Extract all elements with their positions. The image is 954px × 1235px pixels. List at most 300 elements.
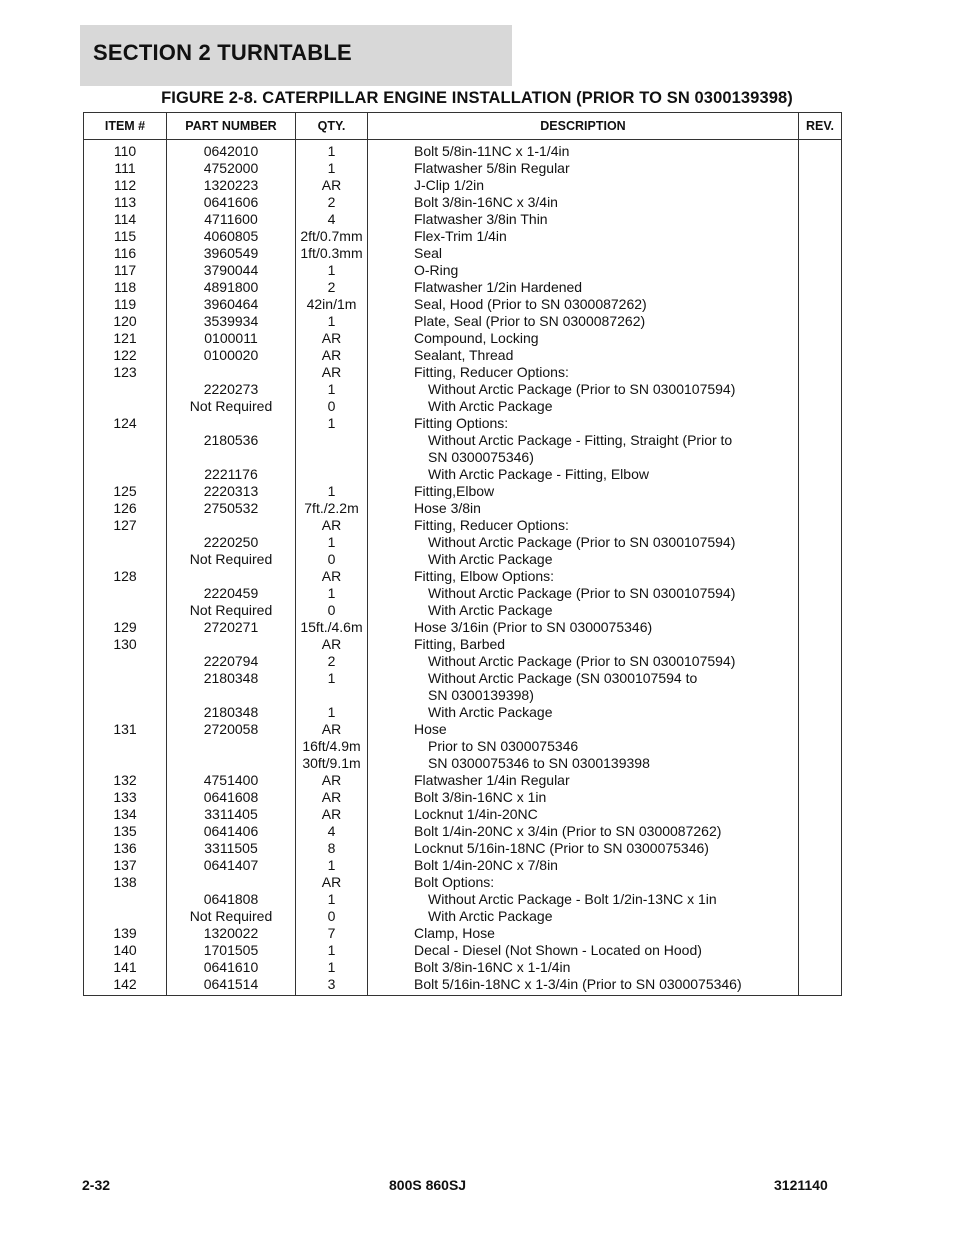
description-cell [368, 602, 799, 619]
rev-cell [799, 806, 842, 823]
qty-cell: 15ft./4.6m [296, 619, 368, 636]
part-number-cell [167, 517, 296, 534]
item-number-cell: 127 [84, 517, 167, 534]
description-line: Compound, Locking [414, 330, 539, 346]
rev-cell [799, 517, 842, 534]
qty-cell: 2 [296, 194, 368, 211]
qty-cell: 2ft/0.7mm [296, 228, 368, 245]
description-line: Without Arctic Package (SN 0300107594 to [428, 670, 698, 686]
rev-cell [799, 857, 842, 874]
description-cell [368, 500, 799, 517]
table-row [84, 602, 842, 619]
description-cell [368, 330, 799, 347]
qty-cell: AR [296, 347, 368, 364]
description-line: With Arctic Package [428, 908, 553, 924]
item-number-cell: 135 [84, 823, 167, 840]
table-row [84, 364, 842, 381]
part-number-cell: 4711600 [167, 211, 296, 228]
qty-cell: 1 [296, 483, 368, 500]
part-number-cell: 2180348 [167, 670, 296, 704]
description-line: SN 0300075346) [428, 449, 534, 465]
qty-cell: AR [296, 177, 368, 194]
qty-cell: 0 [296, 551, 368, 568]
table-row [84, 636, 842, 653]
rev-cell [799, 653, 842, 670]
table-row [84, 891, 842, 908]
table-row [84, 194, 842, 211]
qty-cell: 16ft/4.9m [296, 738, 368, 755]
part-number-cell: 0641514 [167, 976, 296, 996]
part-number-cell: 4060805 [167, 228, 296, 245]
description-line: Locknut 5/16in-18NC (Prior to SN 0300075346) [414, 840, 709, 856]
part-number-cell [167, 636, 296, 653]
qty-cell: 1 [296, 415, 368, 432]
table-row [84, 806, 842, 823]
table-row [84, 500, 842, 517]
qty-cell: 1 [296, 891, 368, 908]
rev-cell [799, 228, 842, 245]
qty-cell: AR [296, 568, 368, 585]
rev-cell [799, 415, 842, 432]
qty-cell: 30ft/9.1m [296, 755, 368, 772]
description-cell [368, 415, 799, 432]
item-number-cell: 132 [84, 772, 167, 789]
part-number-cell: 4751400 [167, 772, 296, 789]
description-line: With Arctic Package [428, 602, 553, 618]
description-line: O-Ring [414, 262, 459, 278]
description-line: Hose [414, 721, 447, 737]
part-number-cell: 1320022 [167, 925, 296, 942]
table-row [84, 279, 842, 296]
part-number-cell: Not Required [167, 398, 296, 415]
description-cell [368, 194, 799, 211]
part-number-cell: 0641407 [167, 857, 296, 874]
qty-cell: 1 [296, 160, 368, 177]
description-line: Without Arctic Package (Prior to SN 0300107594) [428, 585, 736, 601]
description-cell [368, 823, 799, 840]
table-row [84, 959, 842, 976]
qty-cell: 4 [296, 211, 368, 228]
description-cell [368, 551, 799, 568]
description-line: Clamp, Hose [414, 925, 495, 941]
description-cell [368, 806, 799, 823]
rev-cell [799, 534, 842, 551]
description-cell [368, 517, 799, 534]
part-number-cell: 1701505 [167, 942, 296, 959]
column-header-part-number: PART NUMBER [167, 113, 296, 140]
qty-cell: AR [296, 789, 368, 806]
description-cell [368, 381, 799, 398]
table-row [84, 619, 842, 636]
description-cell [368, 908, 799, 925]
item-number-cell [84, 908, 167, 925]
part-number-cell: 0642010 [167, 140, 296, 161]
description-cell [368, 840, 799, 857]
part-number-cell: Not Required [167, 908, 296, 925]
footer-doc-number: 3121140 [774, 1177, 828, 1193]
section-header [80, 25, 512, 86]
part-number-cell: 2750532 [167, 500, 296, 517]
part-number-cell [167, 568, 296, 585]
part-number-cell: Not Required [167, 551, 296, 568]
rev-cell [799, 704, 842, 721]
description-cell [368, 245, 799, 262]
item-number-cell: 120 [84, 313, 167, 330]
description-line: Flatwasher 3/8in Thin [414, 211, 548, 227]
item-number-cell: 137 [84, 857, 167, 874]
qty-cell: 1 [296, 857, 368, 874]
part-number-cell: 3311405 [167, 806, 296, 823]
description-cell [368, 721, 799, 738]
column-header-rev: REV. [799, 113, 842, 140]
description-cell [368, 534, 799, 551]
table-row [84, 976, 842, 996]
description-line: Decal - Diesel (Not Shown - Located on Hood) [414, 942, 702, 958]
description-cell [368, 398, 799, 415]
table-row [84, 670, 842, 704]
item-number-cell: 117 [84, 262, 167, 279]
item-number-cell: 115 [84, 228, 167, 245]
item-number-cell: 112 [84, 177, 167, 194]
qty-cell: 1 [296, 140, 368, 161]
rev-cell [799, 874, 842, 891]
description-line: With Arctic Package [428, 704, 553, 720]
qty-cell: 1 [296, 959, 368, 976]
rev-cell [799, 432, 842, 466]
description-line: With Arctic Package [428, 551, 553, 567]
description-cell [368, 942, 799, 959]
description-line: Bolt 3/8in-16NC x 3/4in [414, 194, 558, 210]
rev-cell [799, 500, 842, 517]
description-line: SN 0300139398) [428, 687, 534, 703]
part-number-cell: 2720058 [167, 721, 296, 738]
item-number-cell: 133 [84, 789, 167, 806]
description-cell [368, 670, 799, 704]
column-header-qty: QTY. [296, 113, 368, 140]
rev-cell [799, 772, 842, 789]
description-line: SN 0300075346 to SN 0300139398 [428, 755, 650, 771]
item-number-cell: 121 [84, 330, 167, 347]
qty-cell: 0 [296, 602, 368, 619]
rev-cell [799, 925, 842, 942]
table-row [84, 245, 842, 262]
rev-cell [799, 840, 842, 857]
table-row [84, 160, 842, 177]
rev-cell [799, 619, 842, 636]
description-line: Fitting, Barbed [414, 636, 506, 652]
parts-table-body [84, 140, 842, 996]
description-line: Sealant, Thread [414, 347, 514, 363]
table-row [84, 908, 842, 925]
description-line: Hose 3/16in (Prior to SN 0300075346) [414, 619, 653, 635]
qty-cell: 2 [296, 279, 368, 296]
rev-cell [799, 755, 842, 772]
description-cell [368, 347, 799, 364]
description-line: Bolt 5/16in-18NC x 1-3/4in (Prior to SN 0300075346) [414, 976, 742, 992]
description-cell [368, 296, 799, 313]
item-number-cell: 113 [84, 194, 167, 211]
part-number-cell: 0641406 [167, 823, 296, 840]
item-number-cell [84, 738, 167, 755]
table-row [84, 568, 842, 585]
part-number-cell [167, 738, 296, 755]
description-line: J-Clip 1/2in [414, 177, 485, 193]
rev-cell [799, 789, 842, 806]
qty-cell: 7 [296, 925, 368, 942]
item-number-cell [84, 704, 167, 721]
qty-cell: 1ft/0.3mm [296, 245, 368, 262]
description-line: Bolt 1/4in-20NC x 3/4in (Prior to SN 0300087262) [414, 823, 722, 839]
description-cell [368, 925, 799, 942]
item-number-cell [84, 891, 167, 908]
item-number-cell [84, 381, 167, 398]
description-cell [368, 432, 799, 466]
item-number-cell: 114 [84, 211, 167, 228]
table-row [84, 874, 842, 891]
qty-cell: 1 [296, 670, 368, 704]
table-row [84, 721, 842, 738]
qty-cell: AR [296, 636, 368, 653]
description-cell [368, 140, 799, 161]
rev-cell [799, 296, 842, 313]
description-cell [368, 160, 799, 177]
part-number-cell: 4752000 [167, 160, 296, 177]
rev-cell [799, 160, 842, 177]
qty-cell: AR [296, 330, 368, 347]
item-number-cell: 131 [84, 721, 167, 738]
qty-cell: 1 [296, 704, 368, 721]
rev-cell [799, 194, 842, 211]
rev-cell [799, 585, 842, 602]
part-number-cell: 0100020 [167, 347, 296, 364]
description-cell [368, 211, 799, 228]
item-number-cell: 140 [84, 942, 167, 959]
table-row [84, 177, 842, 194]
description-line: Fitting,Elbow [414, 483, 495, 499]
table-row [84, 738, 842, 755]
description-cell [368, 959, 799, 976]
description-cell [368, 857, 799, 874]
table-row [84, 925, 842, 942]
description-cell [368, 585, 799, 602]
description-cell [368, 279, 799, 296]
description-line: Locknut 1/4in-20NC [414, 806, 538, 822]
qty-cell: 1 [296, 942, 368, 959]
description-cell [368, 891, 799, 908]
rev-cell [799, 364, 842, 381]
part-number-cell: 2220459 [167, 585, 296, 602]
rev-cell [799, 279, 842, 296]
table-row [84, 840, 842, 857]
description-cell [368, 619, 799, 636]
table-row [84, 330, 842, 347]
qty-cell: AR [296, 772, 368, 789]
part-number-cell [167, 415, 296, 432]
item-number-cell: 139 [84, 925, 167, 942]
description-line: With Arctic Package - Fitting, Elbow [428, 466, 649, 482]
rev-cell [799, 568, 842, 585]
qty-cell: 2 [296, 653, 368, 670]
item-number-cell: 142 [84, 976, 167, 996]
table-row [84, 381, 842, 398]
item-number-cell: 130 [84, 636, 167, 653]
description-cell [368, 738, 799, 755]
rev-cell [799, 347, 842, 364]
description-cell [368, 772, 799, 789]
rev-cell [799, 670, 842, 704]
description-cell [368, 466, 799, 483]
qty-cell [296, 432, 368, 466]
item-number-cell [84, 585, 167, 602]
part-number-cell: 0641608 [167, 789, 296, 806]
description-line: Without Arctic Package (Prior to SN 0300107594) [428, 653, 736, 669]
rev-cell [799, 551, 842, 568]
table-row [84, 398, 842, 415]
rev-cell [799, 330, 842, 347]
description-line: Bolt Options: [414, 874, 495, 890]
rev-cell [799, 636, 842, 653]
footer-model: 800S 860SJ [389, 1177, 467, 1193]
item-number-cell: 128 [84, 568, 167, 585]
description-line: Bolt 3/8in-16NC x 1in [414, 789, 547, 805]
part-number-cell: 3960464 [167, 296, 296, 313]
rev-cell [799, 211, 842, 228]
rev-cell [799, 823, 842, 840]
description-line: Bolt 5/8in-11NC x 1-1/4in [414, 143, 570, 159]
qty-cell: AR [296, 721, 368, 738]
table-row [84, 432, 842, 466]
description-cell [368, 228, 799, 245]
item-number-cell: 134 [84, 806, 167, 823]
rev-cell [799, 738, 842, 755]
rev-cell [799, 398, 842, 415]
description-cell [368, 636, 799, 653]
item-number-cell [84, 755, 167, 772]
part-number-cell [167, 364, 296, 381]
qty-cell: 8 [296, 840, 368, 857]
item-number-cell: 136 [84, 840, 167, 857]
rev-cell [799, 976, 842, 996]
part-number-cell: 2220313 [167, 483, 296, 500]
description-line: Bolt 3/8in-16NC x 1-1/4in [414, 959, 571, 975]
part-number-cell: Not Required [167, 602, 296, 619]
item-number-cell: 118 [84, 279, 167, 296]
description-line: Seal, Hood (Prior to SN 0300087262) [414, 296, 647, 312]
description-line: Flex-Trim 1/4in [414, 228, 507, 244]
part-number-cell: 2180348 [167, 704, 296, 721]
description-line: Fitting, Reducer Options: [414, 517, 569, 533]
part-number-cell: 0641606 [167, 194, 296, 211]
description-line: Without Arctic Package - Bolt 1/2in-13NC x 1in [428, 891, 717, 907]
description-cell [368, 755, 799, 772]
column-header-description: DESCRIPTION [368, 113, 799, 140]
description-line: Seal [414, 245, 443, 261]
qty-cell: 0 [296, 908, 368, 925]
item-number-cell: 124 [84, 415, 167, 432]
rev-cell [799, 959, 842, 976]
parts-table [83, 112, 842, 996]
rev-cell [799, 942, 842, 959]
description-cell [368, 313, 799, 330]
table-row [84, 772, 842, 789]
qty-cell [296, 466, 368, 483]
qty-cell: AR [296, 517, 368, 534]
item-number-cell: 116 [84, 245, 167, 262]
footer-page-number: 2-32 [82, 1177, 111, 1193]
description-line: Hose 3/8in [414, 500, 481, 516]
qty-cell: 3 [296, 976, 368, 996]
description-line: Prior to SN 0300075346 [428, 738, 579, 754]
table-row [84, 942, 842, 959]
table-row [84, 262, 842, 279]
description-cell [368, 789, 799, 806]
rev-cell [799, 140, 842, 161]
qty-cell: 1 [296, 313, 368, 330]
description-cell [368, 874, 799, 891]
item-number-cell [84, 670, 167, 704]
table-row [84, 415, 842, 432]
part-number-cell: 3960549 [167, 245, 296, 262]
qty-cell: 1 [296, 262, 368, 279]
item-number-cell [84, 466, 167, 483]
item-number-cell: 129 [84, 619, 167, 636]
qty-cell: 1 [296, 585, 368, 602]
item-number-cell [84, 653, 167, 670]
table-row [84, 296, 842, 313]
description-line: Without Arctic Package (Prior to SN 0300107594) [428, 381, 736, 397]
rev-cell [799, 891, 842, 908]
description-cell [368, 568, 799, 585]
part-number-cell: 2180536 [167, 432, 296, 466]
item-number-cell: 119 [84, 296, 167, 313]
description-line: Without Arctic Package (Prior to SN 0300107594) [428, 534, 736, 550]
description-line: Flatwasher 5/8in Regular [414, 160, 570, 176]
rev-cell [799, 483, 842, 500]
rev-cell [799, 381, 842, 398]
part-number-cell: 1320223 [167, 177, 296, 194]
table-row [84, 517, 842, 534]
description-line: Bolt 1/4in-20NC x 7/8in [414, 857, 558, 873]
table-row [84, 228, 842, 245]
table-row [84, 789, 842, 806]
item-number-cell: 125 [84, 483, 167, 500]
part-number-cell [167, 874, 296, 891]
description-cell [368, 483, 799, 500]
item-number-cell [84, 398, 167, 415]
item-number-cell: 138 [84, 874, 167, 891]
rev-cell [799, 313, 842, 330]
description-line: Plate, Seal (Prior to SN 0300087262) [414, 313, 646, 329]
rev-cell [799, 177, 842, 194]
table-row [84, 551, 842, 568]
qty-cell: 4 [296, 823, 368, 840]
description-line: Fitting Options: [414, 415, 509, 431]
table-row [84, 585, 842, 602]
rev-cell [799, 602, 842, 619]
description-line: Fitting, Elbow Options: [414, 568, 555, 584]
table-row [84, 313, 842, 330]
item-number-cell: 111 [84, 160, 167, 177]
rev-cell [799, 466, 842, 483]
description-line: Fitting, Reducer Options: [414, 364, 569, 380]
table-row [84, 211, 842, 228]
part-number-cell: 3790044 [167, 262, 296, 279]
part-number-cell: 2220273 [167, 381, 296, 398]
description-cell [368, 177, 799, 194]
qty-cell: 0 [296, 398, 368, 415]
table-row [84, 483, 842, 500]
part-number-cell: 4891800 [167, 279, 296, 296]
